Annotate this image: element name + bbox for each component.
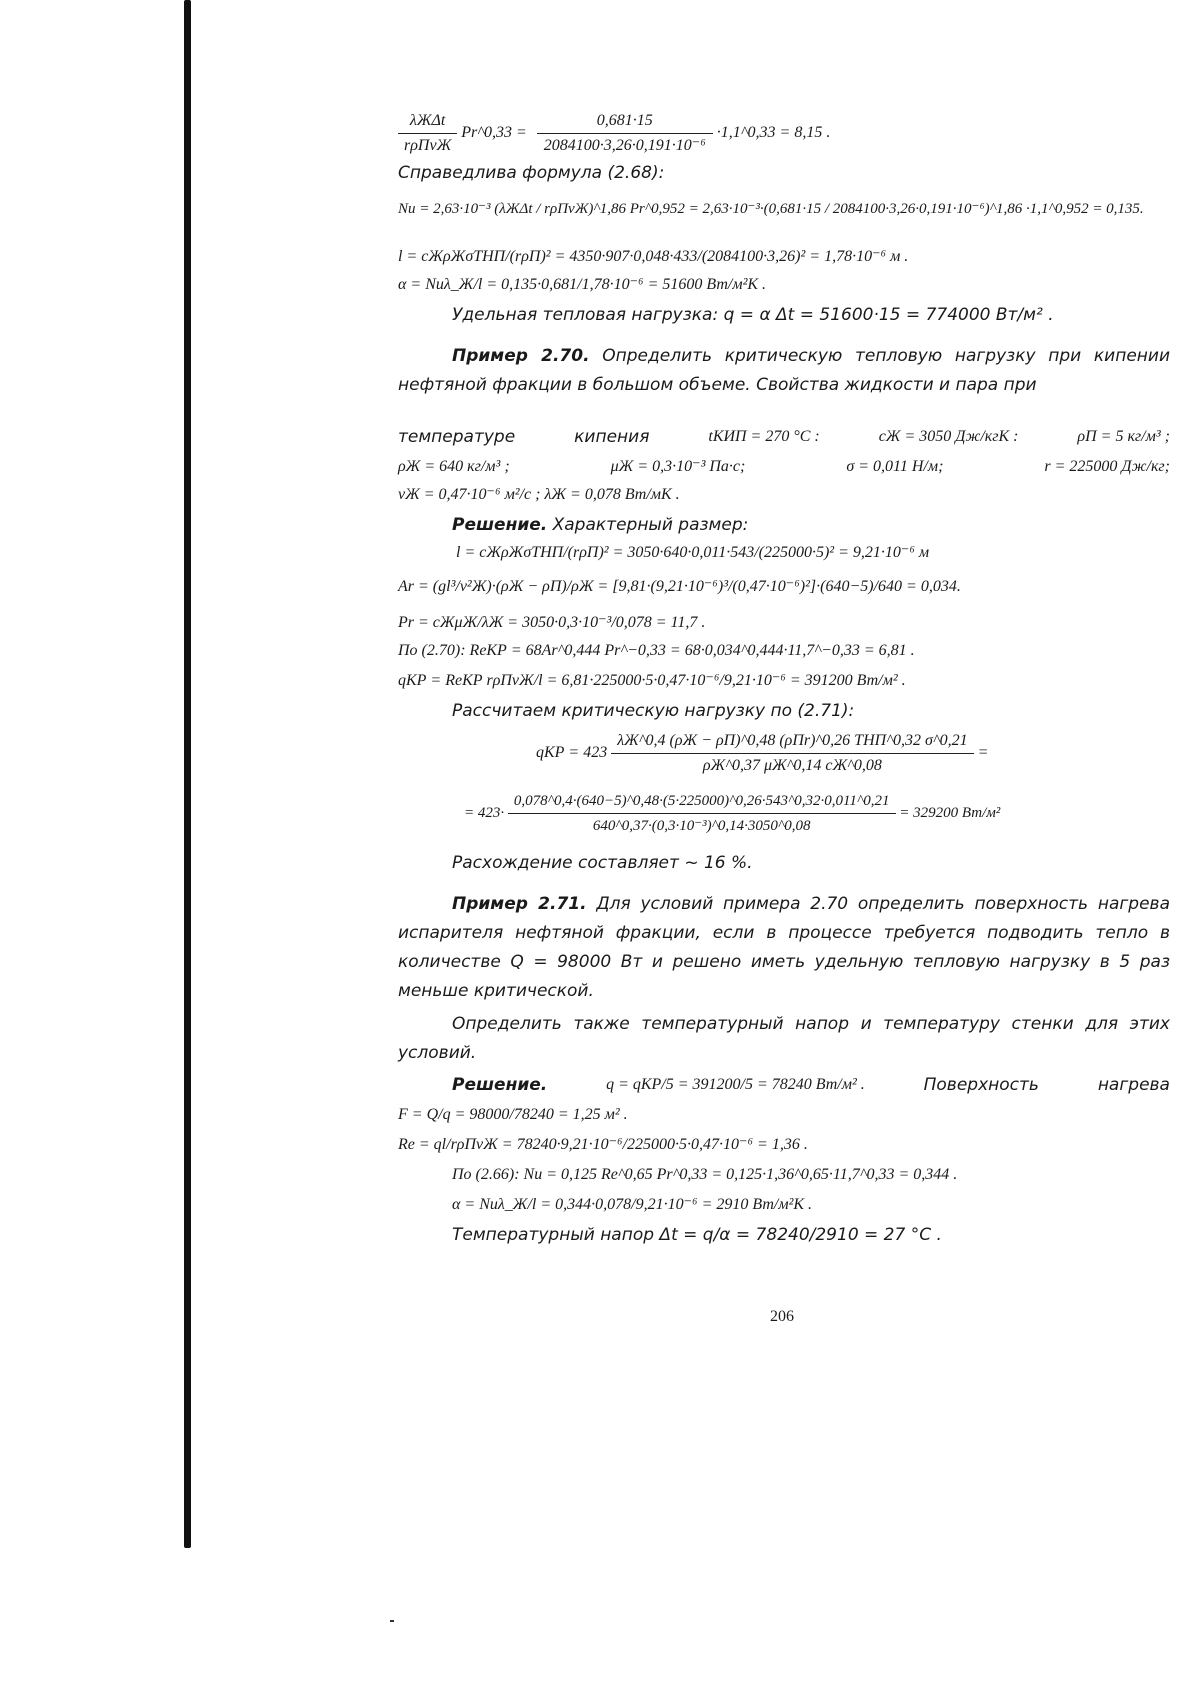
cond-sigma: σ = 0,011 Н/м;: [846, 458, 944, 475]
formula-values-lhs: = 423·: [464, 804, 505, 821]
formula-ref-text: Справедлива формула (2.68):: [398, 163, 665, 183]
cond-r: r = 225000 Дж/кг;: [1044, 458, 1170, 475]
solution-text: Характерный размер:: [547, 515, 749, 535]
discrepancy-text: Расхождение составляет ~ 16 %.: [452, 853, 753, 873]
fraction-main-den: 2084100·3,26·0,191·10⁻⁶: [543, 137, 706, 154]
surface-word: Поверхность: [923, 1075, 1039, 1095]
example-270-conditions-2: [398, 456, 1170, 478]
formula-alpha-271: α = Nuλ_Ж/l = 0,344·0,078/9,21·10⁻⁶ = 2910 Вт/м²К .: [452, 1196, 812, 1213]
formula-2-71-fraction: [611, 730, 973, 777]
solution-271-label: Решение.: [452, 1075, 548, 1095]
example-270-text: Определить критическую тепловую нагрузку при кипении нефтяной фракции в большом объеме. Свойства жидкости и пара при: [398, 346, 1170, 395]
formula-2-71-lhs: qКР = 423: [536, 744, 608, 762]
formula-l-270: l = cЖρЖσTНП/(rρП)² = 3050·640·0,011·543/(225000·5)² = 9,21·10⁻⁶ м: [456, 544, 930, 561]
formula-line-1: [398, 110, 830, 157]
temperature-head-text: Температурный напор Δt = q/α = 78240/2910 = 27 °С .: [452, 1225, 942, 1245]
cond-muj: μЖ = 0,3·10⁻³ Па·с;: [610, 458, 746, 475]
formula-alpha: α = Nuλ_Ж/l = 0,135·0,681/1,78·10⁻⁶ = 51600 Вт/м²К .: [398, 276, 766, 293]
example-270-conditions-1: [398, 426, 1170, 448]
cond-tkip: tКИП = 270 °С :: [708, 428, 820, 445]
fraction-main-num: 0,681·15: [537, 110, 713, 134]
example-271-paragraph: [398, 890, 1170, 1006]
fraction-lhs-den: rρПvЖ: [404, 137, 452, 154]
fraction-lhs: [398, 110, 457, 157]
critical-load-text: Рассчитаем критическую нагрузку по (2.71):: [452, 701, 855, 721]
formula-pr: Pr = cЖμЖ/λЖ = 3050·0,3·10⁻³/0,078 = 11,7 .: [398, 614, 706, 631]
formula-re: По (2.70): ReКР = 68Ar^0,444 Pr^−0,33 = 68·0,034^0,444·11,7^−0,33 = 6,81 .: [398, 642, 915, 659]
formula-2-71-num: λЖ^0,4 (ρЖ − ρП)^0,48 (ρПr)^0,26 TНП^0,32 σ^0,21: [611, 730, 973, 754]
cond-boil-word: кипения: [574, 427, 650, 447]
formula-2-71-den: ρЖ^0,37 μЖ^0,14 cЖ^0,08: [702, 757, 882, 774]
formula-re-271: Re = ql/rρПvЖ = 78240·9,21·10⁻⁶/225000·5·0,47·10⁻⁶ = 1,36 .: [398, 1136, 808, 1153]
example-271-solution-line: [398, 1074, 1170, 1096]
cond-rhop: ρП = 5 кг/м³ ;: [1077, 428, 1170, 445]
formula-2-71: [536, 730, 988, 777]
fraction-main: [537, 110, 713, 157]
example-271-heading: Пример 2.71.: [452, 894, 587, 914]
formula-l: l = cЖρЖσTНП/(rρП)² = 4350·907·0,048·433/(2084100·3,26)² = 1,78·10⁻⁶ м .: [398, 248, 909, 265]
example-271-text-2: Определить также температурный напор и температуру стенки для этих условий.: [398, 1014, 1170, 1063]
formula-mid: Pr^0,33 =: [461, 124, 527, 142]
fraction-lhs-num: λЖΔt: [398, 110, 457, 134]
formula-qkr: qКР = ReКР rρПvЖ/l = 6,81·225000·5·0,47·10⁻⁶/9,21·10⁻⁶ = 391200 Вт/м² .: [398, 672, 906, 689]
formula-values-fraction: [508, 790, 896, 837]
cond-temp-word: температуре: [398, 427, 516, 447]
formula-2-71-eq: =: [977, 744, 989, 762]
cond-cj: cЖ = 3050 Дж/кгК :: [878, 428, 1019, 445]
scan-binding-shadow: [184, 0, 191, 1548]
scan-speck: [390, 1620, 394, 1622]
formula-q: q = qКР/5 = 391200/5 = 78240 Вт/м² .: [606, 1076, 865, 1093]
formula-f: F = Q/q = 98000/78240 = 1,25 м² .: [398, 1106, 628, 1123]
example-270-heading: Пример 2.70.: [452, 346, 590, 366]
example-270-paragraph: [398, 342, 1170, 400]
solution-label: Решение.: [452, 515, 548, 535]
formula-nu-271: По (2.66): Nu = 0,125 Re^0,65 Pr^0,33 = 0,125·1,36^0,65·11,7^0,33 = 0,344 .: [452, 1166, 958, 1183]
formula-values-rhs: = 329200 Вт/м²: [899, 804, 1001, 821]
heating-word: нагрева: [1097, 1075, 1170, 1095]
specific-heat-load: Удельная тепловая нагрузка: q = α Δt = 51600·15 = 774000 Вт/м² .: [452, 305, 1054, 325]
formula-nu: Nu = 2,63·10⁻³ (λЖΔt / rρПvЖ)^1,86 Pr^0,952 = 2,63·10⁻³·(0,681·15 / 2084100·3,26·0,191·10⁻⁶)^1,86 ·1,1^0,952 = 0,135.: [398, 201, 1144, 217]
formula-rhs: ·1,1^0,33 = 8,15 .: [716, 124, 831, 142]
cond-rhoj: ρЖ = 640 кг/м³ ;: [398, 458, 510, 475]
formula-values-num: 0,078^0,4·(640−5)^0,48·(5·225000)^0,26·543^0,32·0,011^0,21: [508, 790, 896, 814]
example-270-solution-heading: [398, 514, 748, 536]
formula-ar: Ar = (gl³/v²Ж)·(ρЖ − ρП)/ρЖ = [9,81·(9,21·10⁻⁶)³/(0,47·10⁻⁶)²]·(640−5)/640 = 0,034.: [398, 578, 961, 595]
example-271-text: Для условий примера 2.70 определить поверхность нагрева испарителя нефтяной фракции, если в процессе требуется подводить тепло в количестве Q = 98000 Вт и решено иметь удельную тепловую нагрузку в 5 раз меньше критической.: [398, 894, 1170, 1001]
example-270-conditions-3: vЖ = 0,47·10⁻⁶ м²/с ; λЖ = 0,078 Вт/мК .: [398, 486, 680, 503]
formula-values-den: 640^0,37·(0,3·10⁻³)^0,14·3050^0,08: [592, 818, 811, 834]
formula-2-71-values: [464, 790, 1000, 837]
page-number: 206: [770, 1308, 794, 1325]
